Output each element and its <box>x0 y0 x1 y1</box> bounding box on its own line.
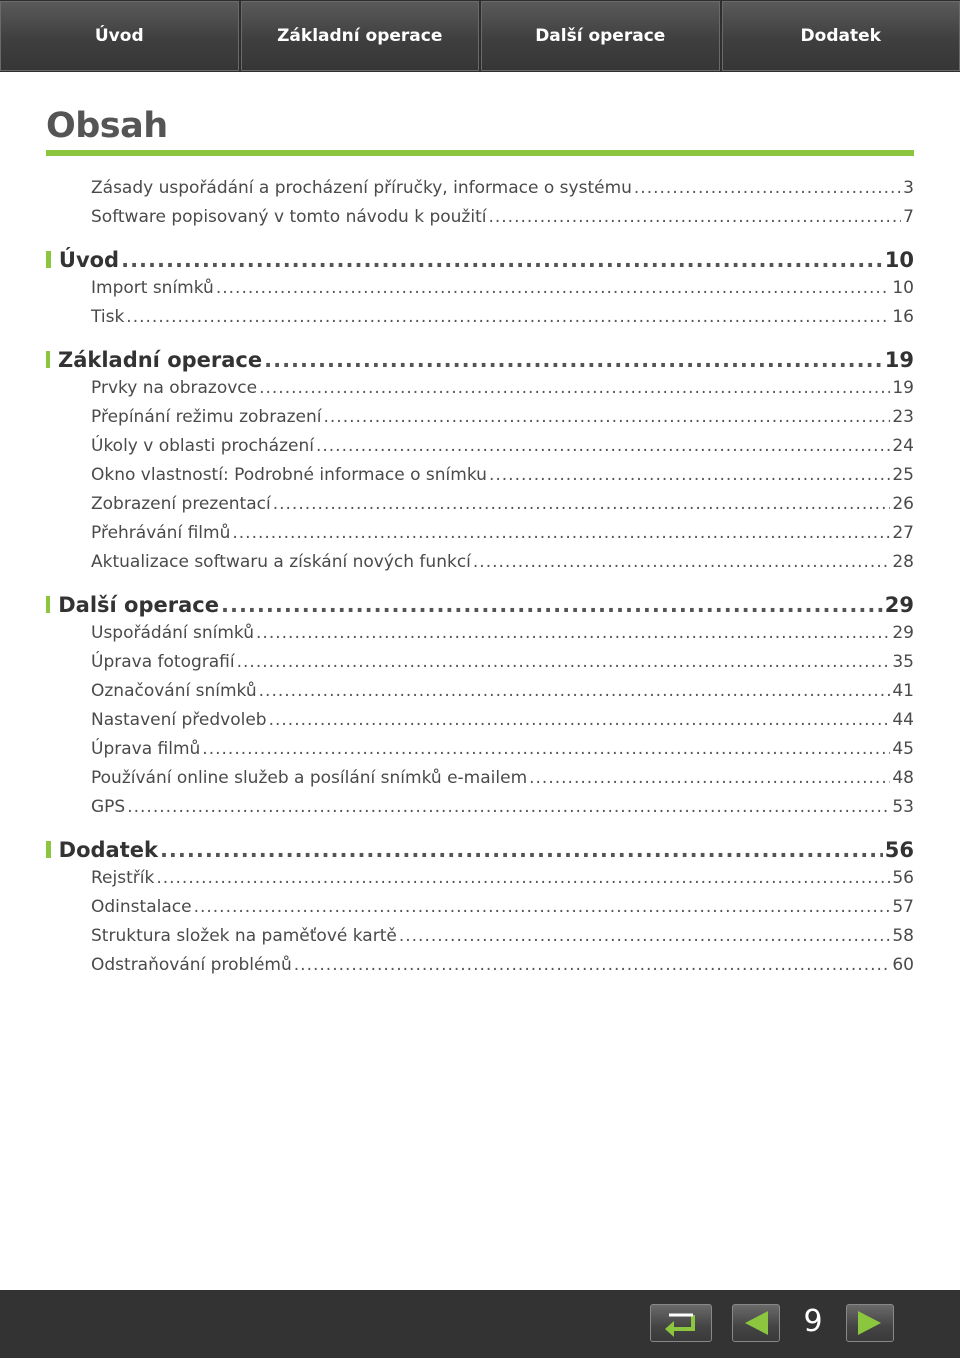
dot-leader <box>232 523 890 543</box>
toc-label: Aktualizace softwaru a získání nových funkcí <box>91 552 471 572</box>
section-marker-icon <box>46 351 50 368</box>
dot-leader <box>529 768 890 788</box>
toc-label: Základní operace <box>57 348 263 372</box>
toc-page-number: 10 <box>884 248 914 272</box>
toc-label: Odstraňování problémů <box>91 955 292 975</box>
title-divider <box>46 150 914 156</box>
toc-page-number: 24 <box>892 436 914 456</box>
toc-page-number: 53 <box>892 797 914 817</box>
toc-entry[interactable] <box>91 955 914 975</box>
toc-page-number: 28 <box>892 552 914 572</box>
section-marker-icon <box>46 251 51 268</box>
toc-entry[interactable] <box>91 926 914 946</box>
toc-page-number: 41 <box>892 681 914 701</box>
toc-page-number: 35 <box>892 652 914 672</box>
toc-page-number: 7 <box>903 207 914 227</box>
page-number: 9 <box>803 1304 823 1339</box>
toc-page-number: 16 <box>892 307 914 327</box>
toc-page-number: 60 <box>892 955 914 975</box>
dot-leader <box>259 681 891 701</box>
dot-leader <box>221 593 883 617</box>
dot-leader <box>194 897 891 917</box>
dot-leader <box>399 926 891 946</box>
return-button[interactable] <box>650 1304 712 1342</box>
toc-label: Uspořádání snímků <box>91 623 255 643</box>
toc-page-number: 25 <box>892 465 914 485</box>
dot-leader <box>126 307 890 327</box>
tab-uvod[interactable]: Úvod <box>0 1 239 71</box>
dot-leader <box>294 955 891 975</box>
toc-label: Struktura složek na paměťové kartě <box>91 926 397 946</box>
tab-zakladni-operace[interactable]: Základní operace <box>241 1 480 71</box>
toc-entry[interactable] <box>91 768 914 788</box>
toc-label: Odinstalace <box>91 897 192 917</box>
toc-entry[interactable] <box>91 652 914 672</box>
toc-page-number: 45 <box>892 739 914 759</box>
toc-entry[interactable] <box>91 797 914 817</box>
dot-leader <box>160 838 883 862</box>
dot-leader <box>324 407 891 427</box>
dot-leader <box>489 465 890 485</box>
dot-leader <box>316 436 890 456</box>
toc-label: Úprava filmů <box>91 739 201 759</box>
toc-page-number: 56 <box>884 838 914 862</box>
dot-leader <box>127 797 890 817</box>
toc-page-number: 27 <box>892 523 914 543</box>
toc-section[interactable] <box>46 838 914 862</box>
toc-entry[interactable] <box>91 278 914 298</box>
toc-page-number: 56 <box>892 868 914 888</box>
toc-label: Prvky na obrazovce <box>91 378 258 398</box>
toc-entry[interactable] <box>91 465 914 485</box>
tab-dodatek[interactable]: Dodatek <box>722 1 960 71</box>
toc-page-number: 23 <box>892 407 914 427</box>
toc-page-number: 10 <box>892 278 914 298</box>
toc-label: Přehrávání filmů <box>91 523 231 543</box>
toc-label: Úprava fotografií <box>91 652 235 672</box>
dot-leader <box>488 207 901 227</box>
toc-page-number: 57 <box>892 897 914 917</box>
toc-label: Rejstřík <box>91 868 155 888</box>
toc-section[interactable] <box>46 348 914 372</box>
toc-section[interactable] <box>46 248 914 272</box>
toc-label: Zobrazení prezentací <box>91 494 271 514</box>
dot-leader <box>264 348 883 372</box>
dot-leader <box>121 248 883 272</box>
toc-entry[interactable] <box>91 681 914 701</box>
toc-label: Používání online služeb a posílání snímků e-mailem <box>91 768 528 788</box>
toc-label: Software popisovaný v tomto návodu k použití <box>91 207 487 227</box>
toc-label: Úvod <box>58 248 120 272</box>
toc-page-number: 29 <box>892 623 914 643</box>
dot-leader <box>202 739 890 759</box>
toc-page-number: 19 <box>892 378 914 398</box>
toc-label: Přepínání režimu zobrazení <box>91 407 322 427</box>
toc-page-number: 3 <box>903 178 914 198</box>
top-navigation <box>0 0 960 72</box>
dot-leader <box>269 710 891 730</box>
next-page-button[interactable] <box>846 1304 894 1342</box>
toc-label: GPS <box>91 797 126 817</box>
previous-page-button[interactable] <box>732 1304 780 1342</box>
toc-entry[interactable] <box>91 710 914 730</box>
toc-label: Okno vlastností: Podrobné informace o snímku <box>91 465 487 485</box>
toc-label: Další operace <box>58 593 219 617</box>
section-marker-icon <box>46 841 51 858</box>
next-arrow-icon <box>855 1310 885 1336</box>
toc-label: Označování snímků <box>91 681 257 701</box>
toc-entry[interactable] <box>91 407 914 427</box>
tab-dalsi-operace[interactable]: Další operace <box>481 1 720 71</box>
previous-arrow-icon <box>741 1310 771 1336</box>
toc-section[interactable] <box>46 593 914 617</box>
toc-entry[interactable] <box>91 523 914 543</box>
dot-leader <box>216 278 891 298</box>
toc-entry[interactable] <box>91 178 914 198</box>
dot-leader <box>259 378 890 398</box>
dot-leader <box>473 552 890 572</box>
toc-entry[interactable] <box>91 307 914 327</box>
toc-entry[interactable] <box>91 623 914 643</box>
dot-leader <box>156 868 890 888</box>
dot-leader <box>237 652 891 672</box>
toc-entry[interactable] <box>91 739 914 759</box>
toc-label: Nastavení předvoleb <box>91 710 267 730</box>
toc-label: Import snímků <box>91 278 214 298</box>
dot-leader <box>634 178 901 198</box>
toc-page-number: 26 <box>892 494 914 514</box>
toc-label: Zásady uspořádání a procházení příručky, informace o systému <box>91 178 632 198</box>
toc-entry[interactable] <box>91 897 914 917</box>
toc-entry[interactable] <box>91 378 914 398</box>
dot-leader <box>256 623 890 643</box>
toc-entry[interactable] <box>91 494 914 514</box>
dot-leader <box>273 494 891 514</box>
toc-entry[interactable] <box>91 207 914 227</box>
return-icon <box>661 1309 701 1337</box>
toc-page-number: 29 <box>884 593 914 617</box>
toc-label: Tisk <box>91 307 125 327</box>
toc-entry[interactable] <box>91 868 914 888</box>
toc-entry[interactable] <box>91 436 914 456</box>
toc-page-number: 19 <box>884 348 914 372</box>
toc-label: Dodatek <box>58 838 158 862</box>
page-title: Obsah <box>46 106 168 146</box>
toc-page-number: 58 <box>892 926 914 946</box>
toc-entry[interactable] <box>91 552 914 572</box>
toc-page-number: 48 <box>892 768 914 788</box>
toc-label: Úkoly v oblasti procházení <box>91 436 314 456</box>
section-marker-icon <box>46 596 50 613</box>
toc-page-number: 44 <box>892 710 914 730</box>
